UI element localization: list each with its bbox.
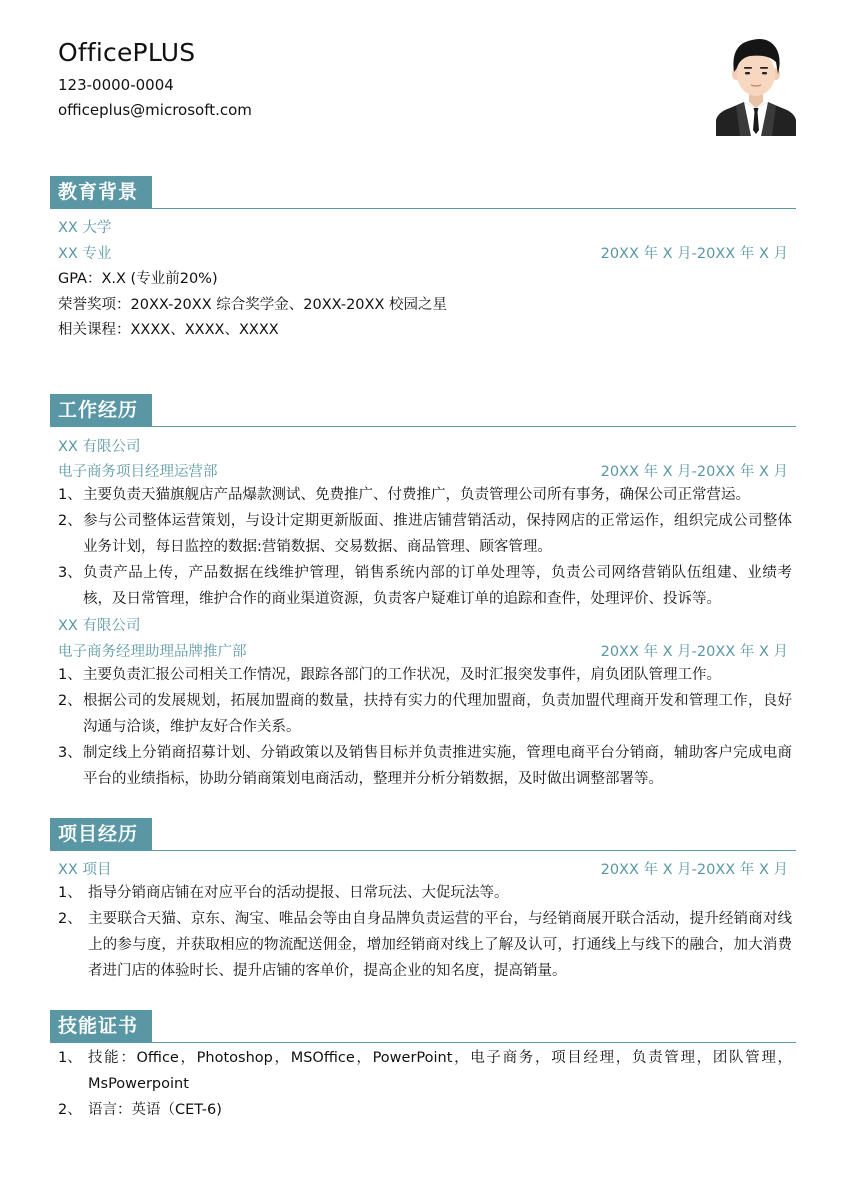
item-text: 主要联合天猫、京东、淘宝、唯品会等由自身品牌负责运营的平台，与经销商展开联合活动，提升经销商对线上的参与度，并获取相应的物流配送佣金，增加经销商对线上了解及认可，打通线上与线下的融合，加大消费者进门店的体验时长、提升店铺的客单价，提高企业的知名度，提高销量。 [88,911,792,979]
job-1-company: XX 有限公司 [58,439,141,455]
job-1-position: 电子商务项目经理运营部 [58,464,218,480]
job-2-date: 20XX 年 X 月-20XX 年 X 月 [600,644,788,660]
duty-number: 1、 [58,487,82,503]
skill-item-1 [58,1045,792,1097]
job-2-duty-3 [58,740,792,792]
duty-number: 2、 [58,513,82,529]
job-2-duty-1 [58,662,792,688]
major-name: XX 专业 [58,246,112,262]
duty-text: 主要负责汇报公司相关工作情况，跟踪各部门的工作状况，及时汇报突发事件，肩负团队管理工作。 [83,667,721,683]
item-text: 技能：Office，Photoshop，MSOffice，PowerPoint，电子商务，项目经理，负责管理，团队管理，MsPowerpoint [88,1050,792,1092]
job-1-date: 20XX 年 X 月-20XX 年 X 月 [600,464,788,480]
duty-number: 1、 [58,667,82,683]
education-date: 20XX 年 X 月-20XX 年 X 月 [600,246,788,262]
duty-text: 根据公司的发展规划，拓展加盟商的数量，扶持有实力的代理加盟商，负责加盟代理商开发和管理工作，良好沟通与洽谈，维护友好合作关系。 [83,693,792,735]
job-2-company: XX 有限公司 [58,618,141,634]
item-number: 1、 [58,885,82,901]
duty-number: 2、 [58,693,82,709]
job-2-duty-2 [58,688,792,740]
duty-text: 制定线上分销商招募计划、分销政策以及销售目标并负责推进实施，管理电商平台分销商，辅助客户完成电商平台的业绩指标，协助分销商策划电商活动，整理并分析分销数据，及时做出调整部署等。 [83,745,792,787]
item-number: 2、 [58,1102,82,1118]
projects-section-header [50,818,796,851]
duty-text: 主要负责天猫旗舰店产品爆款测试、免费推广、付费推广，负责管理公司所有事务，确保公司正常营运。 [83,487,750,503]
project-item-1 [58,880,792,906]
skills-section-header [50,1010,796,1043]
duty-text: 参与公司整体运营策划，与设计定期更新版面、推进店铺营销活动，保持网店的正常运作，组织完成公司整体业务计划，每日监控的数据:营销数据、交易数据、商品管理、顾客管理。 [83,513,792,555]
skills-section-title: 技能证书 [50,1010,152,1042]
project-date: 20XX 年 X 月-20XX 年 X 月 [600,862,788,878]
job-1-duty-3 [58,560,792,612]
duty-number: 3、 [58,745,82,761]
education-section-title: 教育背景 [50,176,152,208]
work-section-title: 工作经历 [50,394,152,426]
honors-line: 荣誉奖项：20XX-20XX 综合奖学金、20XX-20XX 校园之星 [58,297,448,313]
project-name: XX 项目 [58,862,112,878]
item-text: 指导分销商店铺在对应平台的活动提报、日常玩法、大促玩法等。 [88,885,509,901]
item-number: 1、 [58,1050,82,1066]
avatar [716,34,796,136]
courses-line: 相关课程：XXXX、XXXX、XXXX [58,322,279,338]
work-section-header [50,394,796,427]
education-section-header [50,176,796,209]
job-2-position: 电子商务经理助理品牌推广部 [58,644,247,660]
candidate-name: OfficePLUS [58,38,196,67]
item-number: 2、 [58,911,82,927]
phone-number: 123-0000-0004 [58,76,174,94]
project-item-2 [58,906,792,984]
projects-section-title: 项目经历 [50,818,152,850]
school-name: XX 大学 [58,220,112,236]
item-text: 语言：英语（CET-6) [88,1102,222,1118]
duty-number: 3、 [58,565,82,581]
email-address: officeplus@microsoft.com [58,101,252,119]
job-1-duty-1 [58,482,792,508]
gpa-line: GPA：X.X (专业前20%) [58,271,218,287]
job-1-duty-2 [58,508,792,560]
duty-text: 负责产品上传，产品数据在线维护管理，销售系统内部的订单处理等，负责公司网络营销队伍组建、业绩考核，及日常管理，维护合作的商业渠道资源，负责客户疑难订单的追踪和查件，处理评价、投诉等。 [83,565,792,607]
skill-item-2 [58,1097,792,1123]
